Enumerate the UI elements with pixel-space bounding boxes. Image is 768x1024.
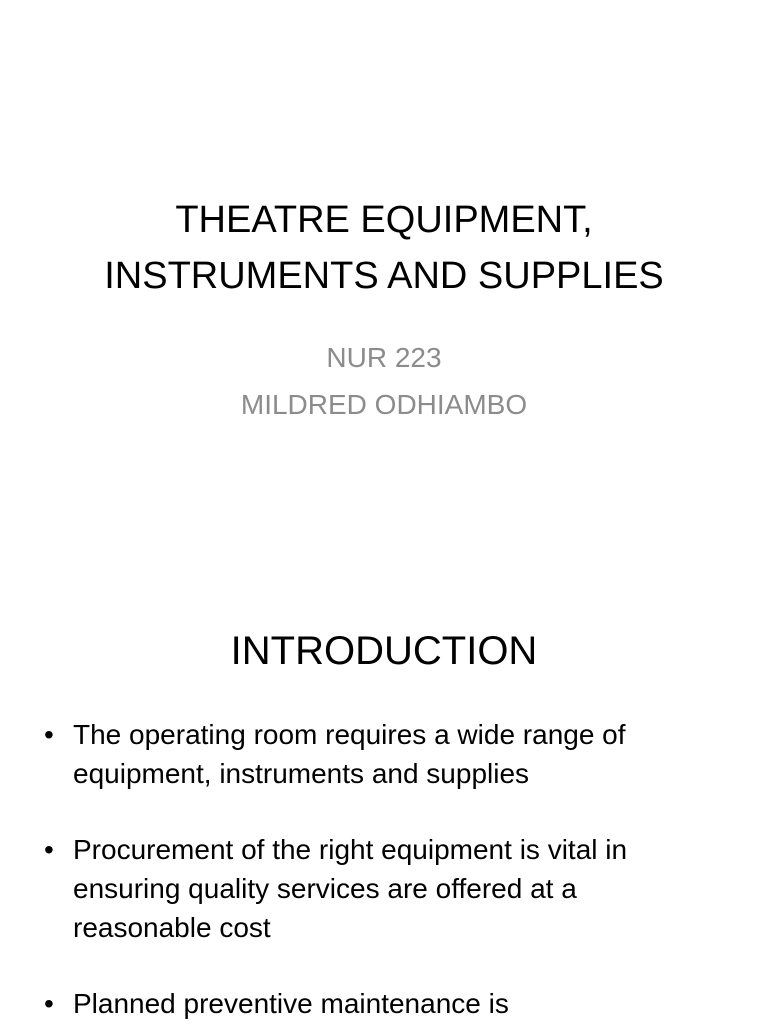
introduction-slide [0, 576, 768, 1024]
bullet-list [44, 715, 684, 1024]
course-code: NUR 223 [326, 342, 442, 373]
bullet-text: Procurement of the right equipment is vital in ensuring quality services are offered at a reasonable cost [73, 834, 628, 943]
bullet-icon: • [44, 988, 54, 1019]
presentation-title [0, 192, 768, 304]
author-name: MILDRED ODHIAMBO [240, 389, 528, 420]
bullet-item [44, 984, 684, 1023]
slide-title: INTRODUCTION [230, 629, 538, 673]
bullet-text: The operating room requires a wide range of equipment, instruments and supplies [73, 719, 626, 789]
bullet-icon: • [44, 834, 54, 865]
bullet-icon: • [44, 719, 54, 750]
bullet-item [44, 830, 684, 947]
title-line-2: INSTRUMENTS AND SUPPLIES [104, 255, 664, 297]
presentation-subtitle [0, 334, 768, 428]
bullet-item [44, 715, 684, 793]
bullet-text: Planned preventive maintenance is [73, 988, 509, 1019]
title-line-1: THEATRE EQUIPMENT, [175, 199, 593, 241]
